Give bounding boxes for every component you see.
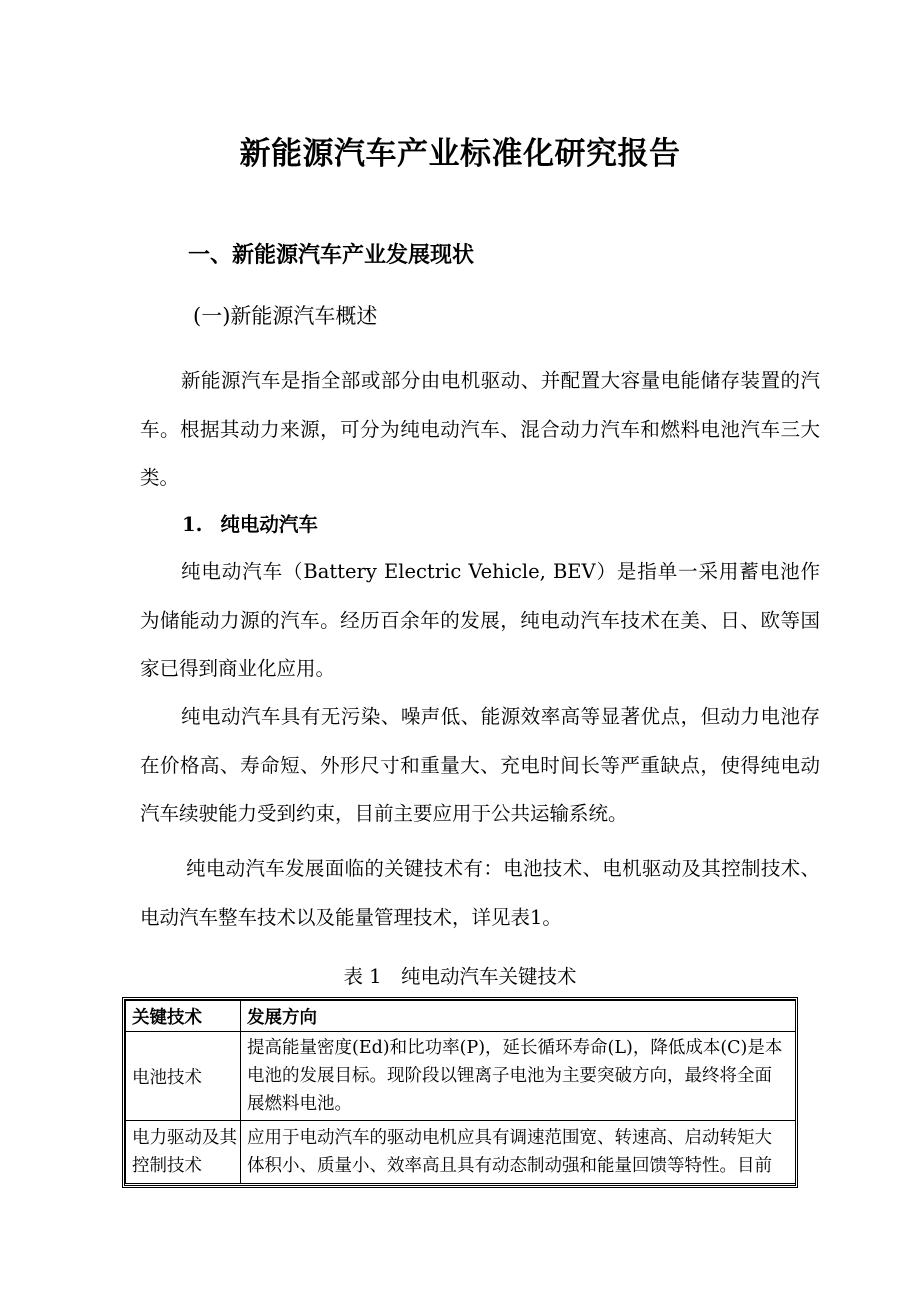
item-number: 1. [182,513,203,536]
key-tech-table [125,1000,798,1184]
key-tech-table-frame [122,997,798,1188]
row-key-cell: 电池技术 [126,1032,241,1121]
row-key-cell [126,1121,241,1184]
table-row [126,1032,799,1121]
paragraph-bev-pros-cons: 纯电动汽车具有无污染、噪声低、能源效率高等显著优点，但动力电池存在价格高、寿命短、外形尺寸和重量大、充电时间长等严重缺点，使得纯电动汽车续驶能力受到约束，目前主要应用于公共运输系统。 [140,705,820,825]
row-direction-cell [241,1032,799,1121]
table-header-row [126,1001,799,1032]
cell-line: 展燃料电池。 [247,1094,352,1114]
row-direction-cell [241,1121,799,1184]
item-heading [182,509,318,537]
table-caption: 表 1 纯电动汽车关键技术 [343,965,577,988]
paragraph-bev-definition: 纯电动汽车（Battery Electric Vehicle, BEV）是指单一采用蓄电池作为储能动力源的汽车。经历百余年的发展，纯电动汽车技术在美、日、欧等国家已得到商业化应用。 [140,560,820,680]
cell-line: 提高能量密度(Ed)和比功率(P)，延长循环寿命(L)，降低成本(C)是本 [247,1038,783,1058]
row-key-text: 电力驱动及其控制技术 [132,1128,237,1176]
header-direction: 发展方向 [241,1001,799,1032]
table-row [126,1121,799,1184]
header-key-tech: 关键技术 [126,1001,241,1032]
item-title: 纯电动汽车 [220,513,318,536]
paragraph-key-tech: 纯电动汽车发展面临的关键技术有：电池技术、电机驱动及其控制技术、电动汽车整车技术以及能量管理技术，详见表1。 [140,857,820,929]
cell-line: 体积小、质量小、效率高且具有动态制动强和能量回馈等特性。目前 [247,1156,772,1176]
subsection-heading: (一)新能源汽车概述 [193,304,378,328]
document-title: 新能源汽车产业标准化研究报告 [239,136,681,172]
cell-line: 应用于电动汽车的驱动电机应具有调速范围宽、转速高、启动转矩大 [247,1128,772,1148]
section-heading: 一、新能源汽车产业发展现状 [188,243,475,268]
cell-line: 电池的发展目标。现阶段以锂离子电池为主要突破方向，最终将全面 [247,1066,772,1086]
paragraph-overview: 新能源汽车是指全部或部分由电机驱动、并配置大容量电能储存装置的汽车。根据其动力来源，可分为纯电动汽车、混合动力汽车和燃料电池汽车三大类。 [140,369,820,489]
